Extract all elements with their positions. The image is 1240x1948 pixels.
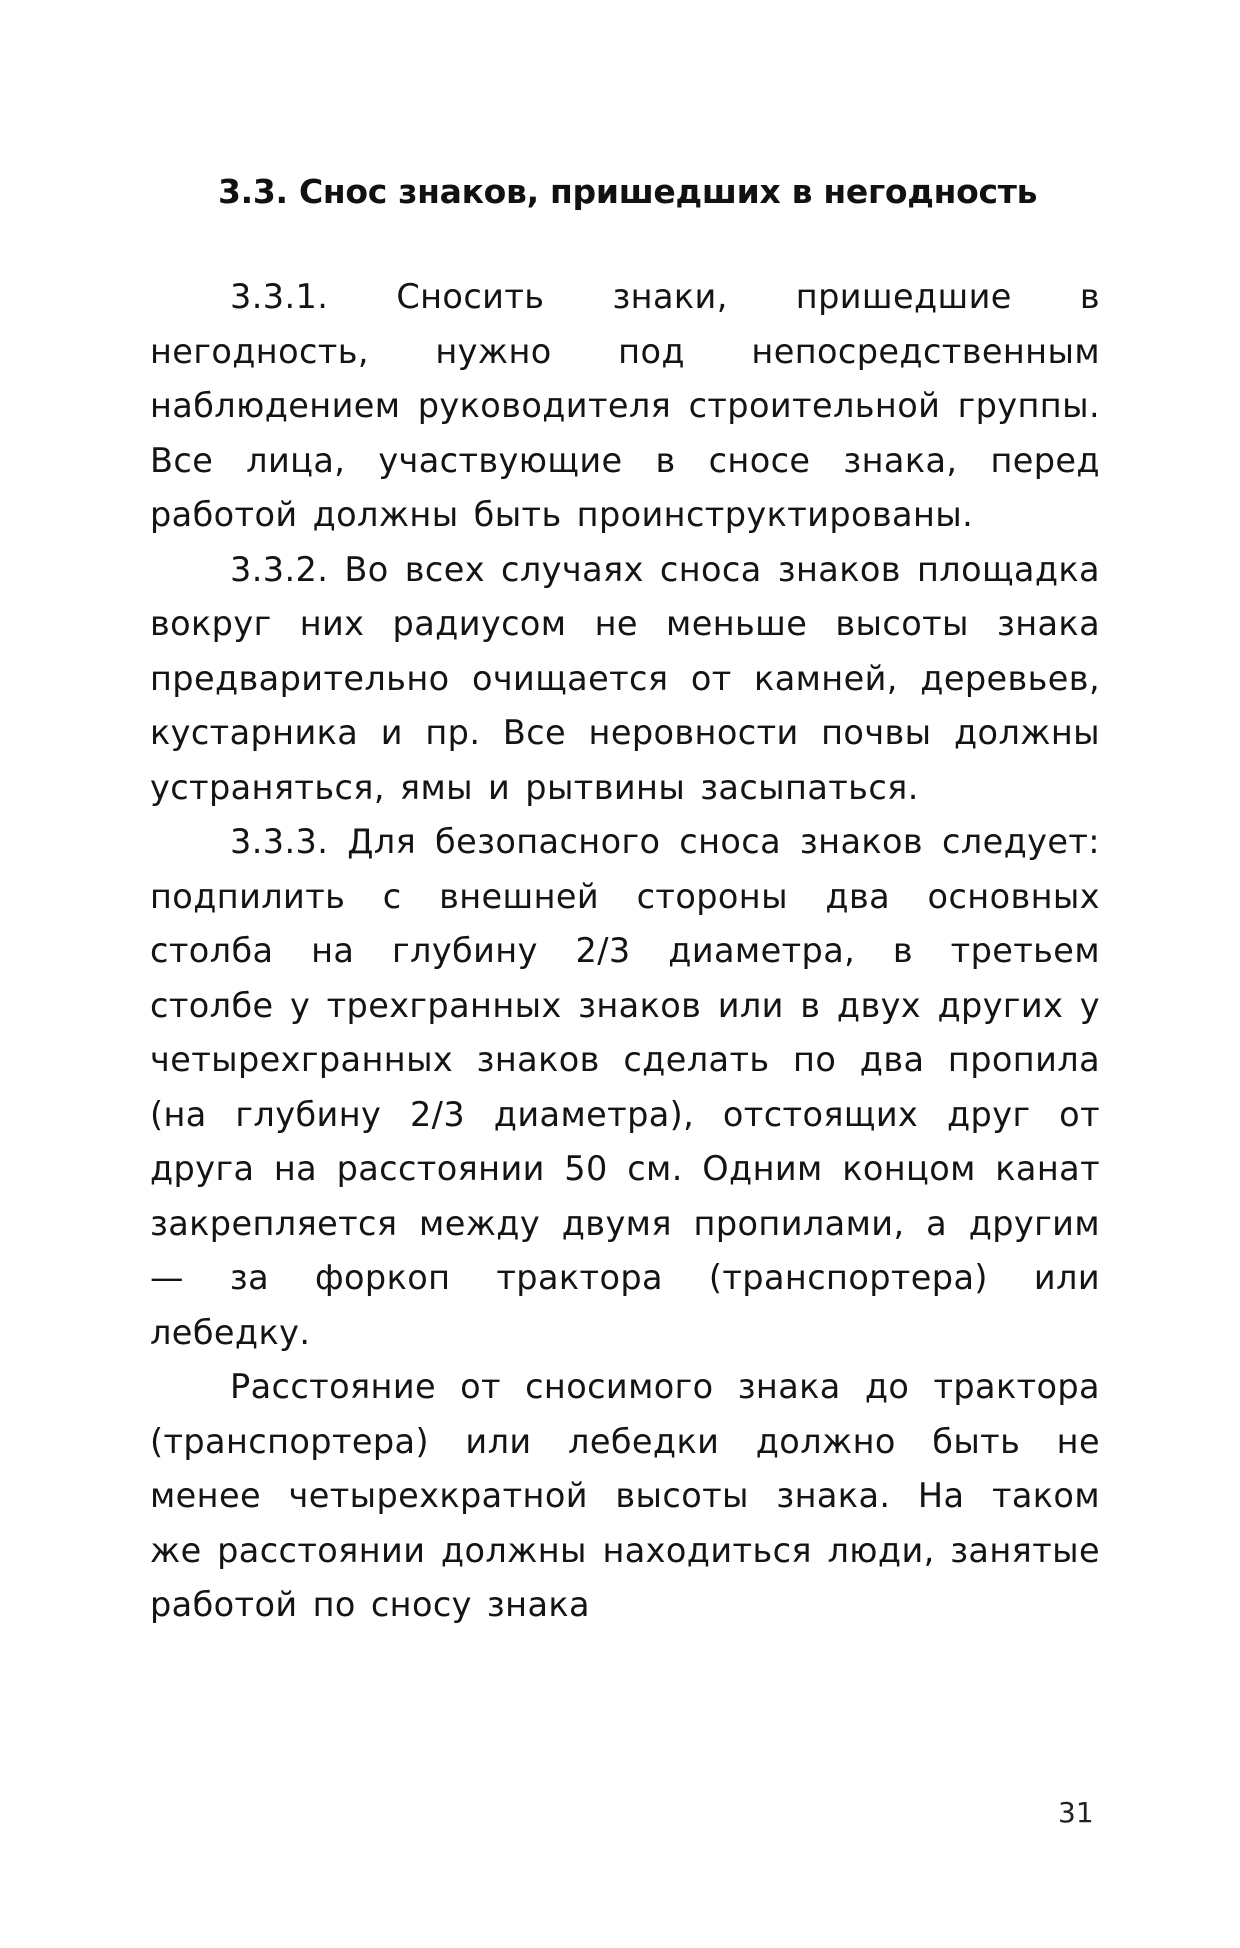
paragraph-3-3-2: 3.3.2. Во всех случаях сноса знаков площадка вокруг них радиусом не меньше высоты знака предварительно очищается от камней, деревьев, кустарника и пр. Все неровности почвы должны устраняться, ямы и рытвины засыпаться. bbox=[150, 549, 1100, 807]
page-number: 31 bbox=[1058, 1796, 1094, 1829]
paragraph-distance: Расстояние от сносимого знака до трактора (транспортера) или лебедки должно быть не менее четырехкратной высоты знака. На таком же расстоянии должны находиться люди, занятые работой по сносу знака bbox=[150, 1367, 1100, 1624]
section-heading: 3.3. Снос знаков, пришедших в негодность bbox=[218, 172, 1038, 211]
paragraph-3-3-1: 3.3.1. Сносить знаки, пришедшие в негодность, нужно под непосредственным наблюдением руководителя строительной группы. Все лица, участвующие в сносе знака, перед работой должны быть проинструктированы. bbox=[150, 277, 1100, 534]
body-text bbox=[150, 270, 1100, 1633]
paragraph-3-3-3: 3.3.3. Для безопасного сноса знаков следует: подпилить с внешней стороны два основных столба на глубину 2/3 диаметра, в третьем столбе у трехгранных знаков или в двух других у четырехгранных знаков сделать по два пропила (на глубину 2/3 диаметра), отстоящих друг от друга на расстоянии 50 см. Одним концом канат закрепляется между двумя пропилами, а другим — за форкоп трактора (транспортера) или лебедку. bbox=[150, 822, 1100, 1352]
